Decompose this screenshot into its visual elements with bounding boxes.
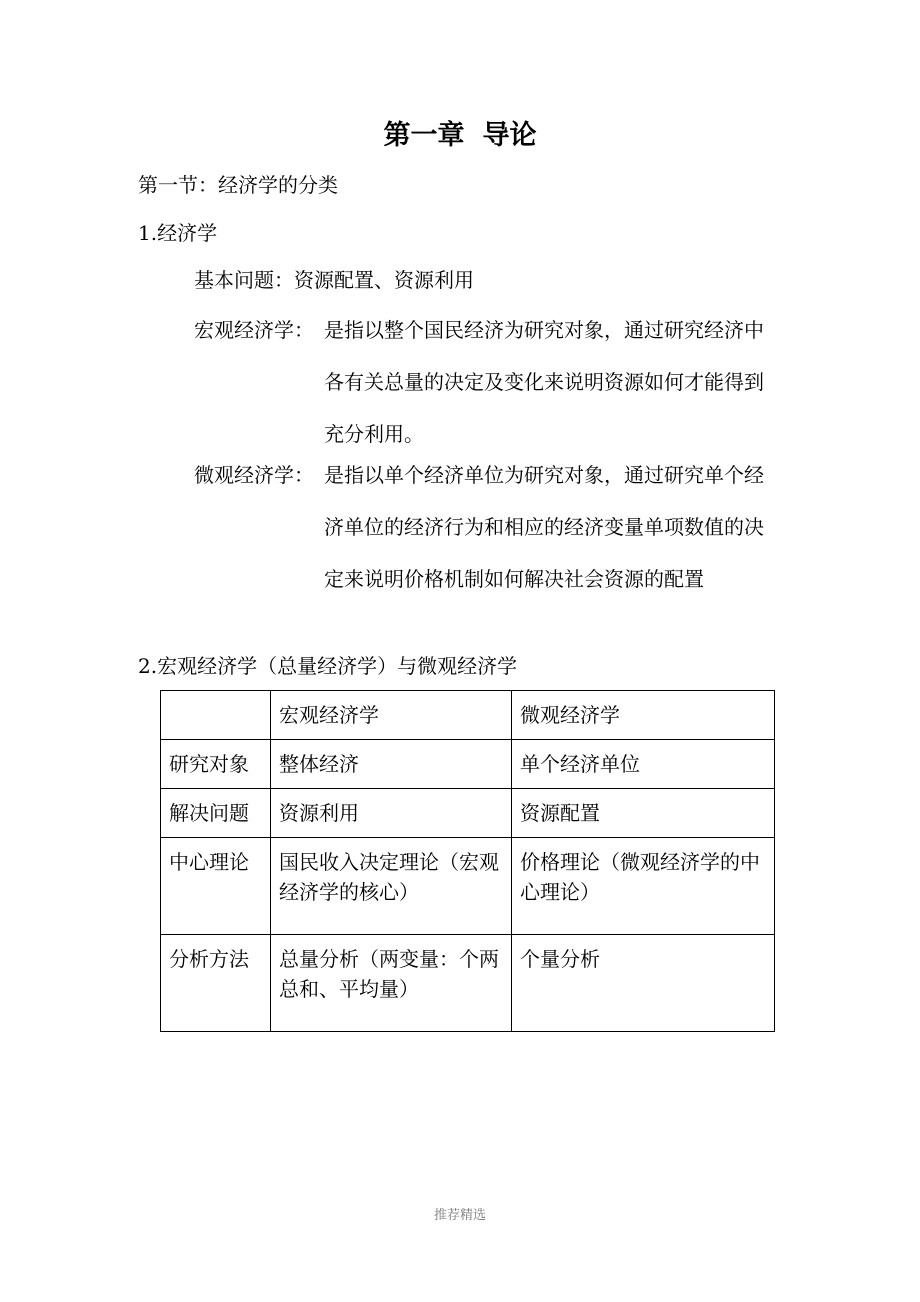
table-row	[161, 740, 775, 789]
section-heading: 第一节：经济学的分类	[138, 173, 338, 197]
header-cell-macro: 宏观经济学	[271, 691, 512, 740]
table-cell: 价格理论（微观经济学的中心理论）	[512, 838, 775, 935]
table-row	[161, 935, 775, 1032]
table-cell: 资源配置	[512, 789, 775, 838]
basic-question: 基本问题：资源配置、资源利用	[194, 268, 474, 292]
chapter-name: 导论	[482, 120, 537, 151]
item2-heading: 2.宏观经济学（总量经济学）与微观经济学	[138, 654, 518, 678]
micro-term: 微观经济学：	[194, 463, 314, 487]
item1-heading: 1.经济学	[138, 221, 218, 245]
row-label: 中心理论	[161, 838, 271, 935]
row-label: 解决问题	[161, 789, 271, 838]
table-cell: 个量分析	[512, 935, 775, 1032]
table-cell: 资源利用	[271, 789, 512, 838]
table-cell: 国民收入决定理论（宏观经济学的核心）	[271, 838, 512, 935]
chapter-number: 第一章	[383, 120, 465, 151]
macro-term: 宏观经济学：	[194, 318, 314, 342]
comparison-table	[160, 690, 775, 1032]
header-cell-micro: 微观经济学	[512, 691, 775, 740]
table-cell: 整体经济	[271, 740, 512, 789]
header-cell-empty	[161, 691, 271, 740]
row-label: 分析方法	[161, 935, 271, 1032]
micro-definition: 是指以单个经济单位为研究对象，通过研究单个经济单位的经济行为和相应的经济变量单项数值的决定来说明价格机制如何解决社会资源的配置	[324, 463, 764, 591]
table-cell: 总量分析（两变量：个两总和、平均量）	[271, 935, 512, 1032]
table-row	[161, 789, 775, 838]
macro-definition: 是指以整个国民经济为研究对象，通过研究经济中各有关总量的决定及变化来说明资源如何才能得到充分利用。	[324, 318, 764, 446]
chapter-title	[0, 116, 920, 156]
table-header-row	[161, 691, 775, 740]
table-cell: 单个经济单位	[512, 740, 775, 789]
row-label: 研究对象	[161, 740, 271, 789]
table-row	[161, 838, 775, 935]
page-footer: 推荐精选	[433, 1208, 486, 1223]
